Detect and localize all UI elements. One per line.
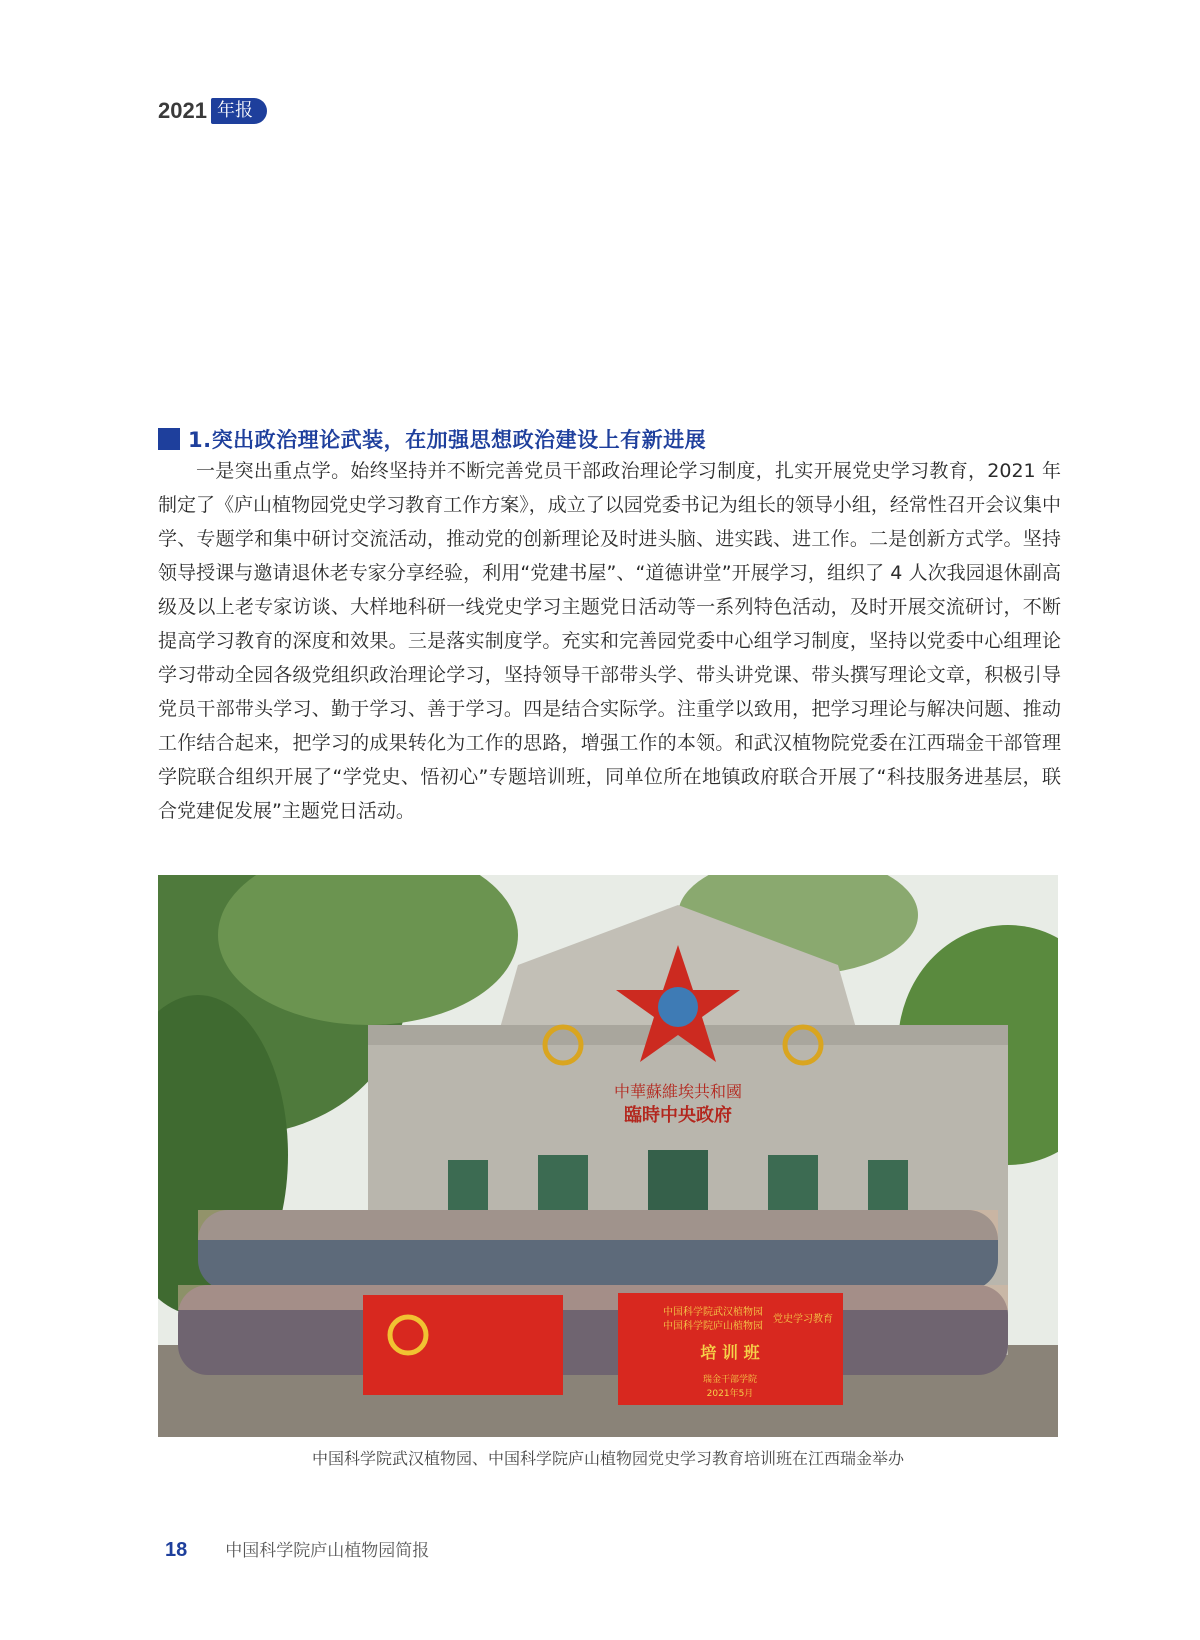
journal-name: 中国科学院庐山植物园简报	[225, 1541, 430, 1561]
section-title: 1.突出政治理论武装，在加强思想政治建设上有新进展	[188, 428, 707, 452]
page-number: 18	[165, 1539, 188, 1561]
svg-text:培 训 班: 培 训 班	[700, 1343, 760, 1362]
building-sign-line1: 中華蘇維埃共和國	[613, 1082, 743, 1101]
building-sign-line2: 臨時中央政府	[624, 1105, 732, 1126]
report-year: 2021	[158, 98, 207, 123]
report-label: 年报	[211, 98, 267, 124]
group-photo	[158, 875, 1058, 1437]
party-flag	[363, 1295, 563, 1395]
page-footer	[165, 1536, 429, 1562]
photo-caption: 中国科学院武汉植物园、中国科学院庐山植物园党史学习教育培训班在江西瑞金举办	[311, 1449, 904, 1468]
training-banner	[618, 1293, 843, 1405]
svg-text:党史学习教育: 党史学习教育	[773, 1314, 833, 1325]
svg-text:瑞金干部学院: 瑞金干部学院	[702, 1375, 758, 1385]
section-heading	[158, 424, 706, 454]
section-body: 一是突出重点学。始终坚持并不断完善党员干部政治理论学习制度，扎实开展党史学习教育，2021 年制定了《庐山植物园党史学习教育工作方案》，成立了以园党委书记为组长的领导小组，经常性召开会议集中学、专题学和集中研讨交流活动，推动党的创新理论及时进头脑、进实践、进工作。二是创新方式学。坚持领导授课与邀请退休老专家分享经验，利用“党建书屋”、“道德讲堂”开展学习，组织了 4 人次我园退休副高级及以上老专家访谈、大样地科研一线党史学习主题党日活动等一系列特色活动，及时开展交流研讨，不断提高学习教育的深度和效果。三是落实制度学。充实和完善园党委中心组学习制度，坚持以党委中心组理论学习带动全园各级党组织政治理论学习，坚持领导干部带头学、带头讲党课、带头撰写理论文章，积极引导党员干部带头学习、勤于学习、善于学习。四是结合实际学。注重学以致用，把学习理论与解决问题、推动工作结合起来，把学习的成果转化为工作的思路，增强工作的本领。和武汉植物院党委在江西瑞金干部管理学院联合组织开展了“学党史、悟初心”专题培训班，同单位所在地镇政府联合开展了“科技服务进基层，联合党建促发展”主题党日活动。	[158, 460, 1061, 822]
annual-report-badge	[158, 96, 267, 126]
svg-text:中国科学院武汉植物园: 中国科学院武汉植物园	[663, 1307, 763, 1318]
heading-square-icon	[158, 428, 180, 450]
svg-text:2021年5月: 2021年5月	[706, 1389, 754, 1399]
svg-text:中国科学院庐山植物园: 中国科学院庐山植物园	[663, 1321, 763, 1332]
